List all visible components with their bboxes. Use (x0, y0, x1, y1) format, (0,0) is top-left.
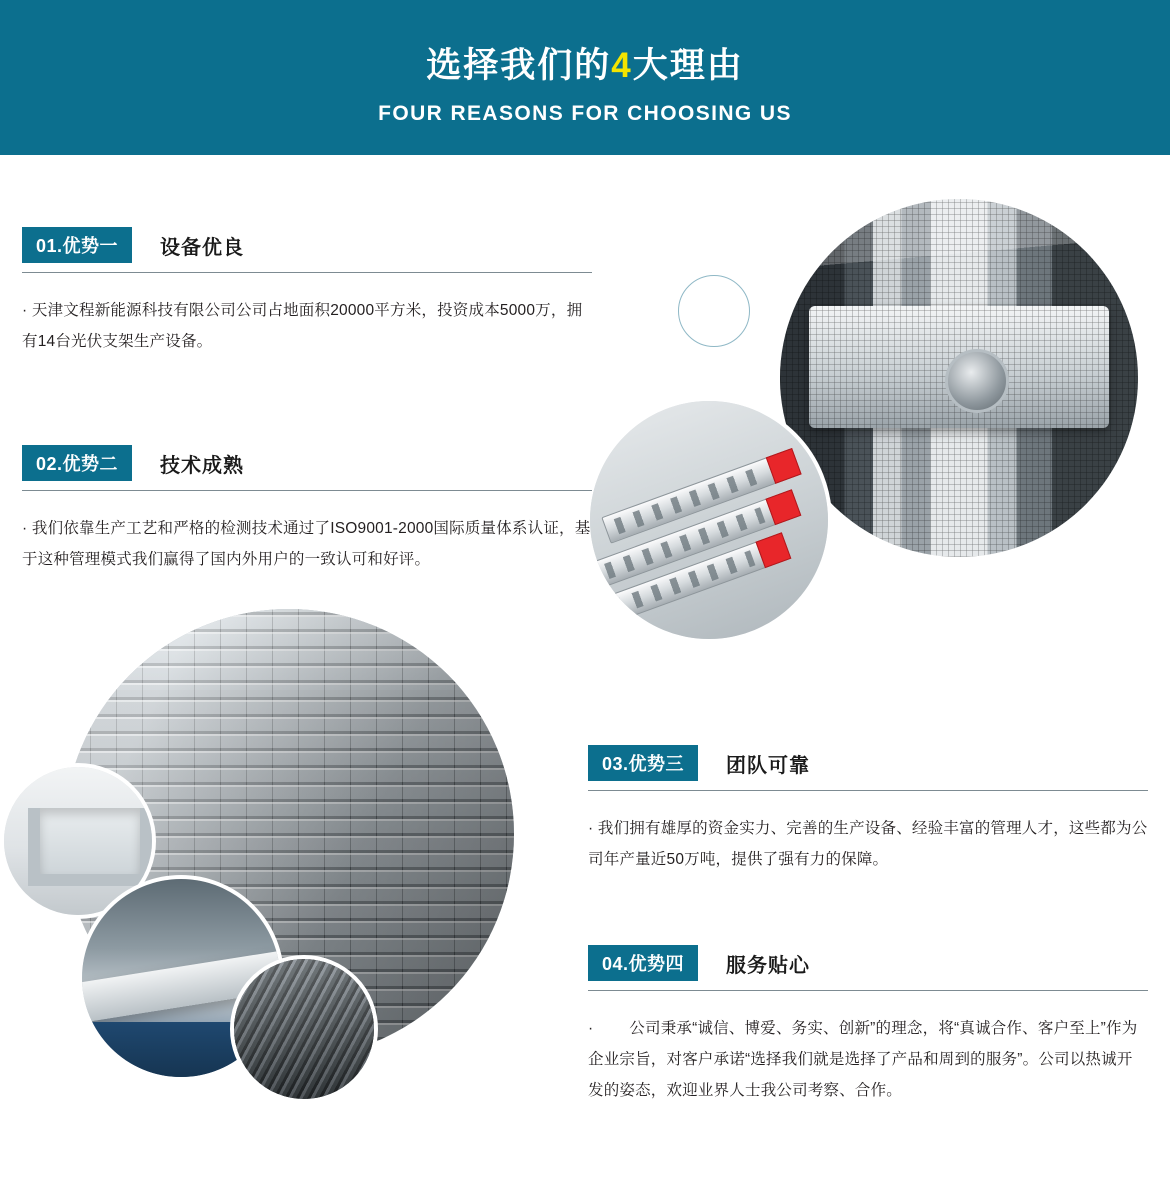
feature-1-text: 天津文程新能源科技有限公司公司占地面积20000平方米，投资成本5000万，拥有14台光伏支架生产设备。 (22, 302, 583, 350)
feature-3-head (588, 745, 1148, 781)
feature-2-body (22, 513, 592, 575)
rails-graphic (590, 401, 828, 639)
page-title-accent: 4 (611, 46, 633, 85)
bracket-closeup-graphic (780, 199, 1138, 557)
feature-4-tag: 04.优势四 (588, 945, 698, 981)
feature-block-3 (588, 745, 1148, 875)
feature-2-bullet: · (22, 520, 28, 537)
page-subtitle: FOUR REASONS FOR CHOOSING US (378, 102, 792, 125)
feature-3-rule (588, 790, 1148, 791)
feature-3-text: 我们拥有雄厚的资金实力、完善的生产设备、经验丰富的管理人才，这些都为公司年产量近50万吨，提供了强有力的保障。 (588, 820, 1148, 868)
decorative-circle-inner (679, 276, 749, 346)
feature-4-body (588, 1013, 1148, 1106)
feature-4-name: 服务贴心 (726, 954, 811, 977)
feature-block-4 (588, 945, 1148, 1106)
feature-4-rule (588, 990, 1148, 991)
feature-2-name: 技术成熟 (160, 454, 245, 477)
feature-2-rule (22, 490, 592, 491)
feature-1-bullet: · (22, 302, 28, 319)
rail-end-cap (756, 532, 792, 568)
feature-2-text: 我们依靠生产工艺和严格的检测技术通过了ISO9001-2000国际质量体系认证，基于这种管理模式我们赢得了国内外用户的一致认可和好评。 (22, 520, 591, 568)
photo-bundle (230, 955, 378, 1103)
decorative-circle-outline (678, 275, 750, 347)
feature-3-tag: 03.优势三 (588, 745, 698, 781)
feature-1-head (22, 227, 592, 263)
feature-4-text: 公司秉承“诚信、博爱、务实、创新”的理念，将“真诚合作、客户至上”作为企业宗旨，对客户承诺“选择我们就是选择了产品和周到的服务”。公司以热诚开发的姿态，欢迎业界人士我公司考察、合作。 (588, 1020, 1138, 1099)
feature-1-rule (22, 272, 592, 273)
feature-1-name: 设备优良 (160, 236, 245, 259)
mesh-texture (780, 199, 1138, 557)
feature-3-body (588, 813, 1148, 875)
feature-block-1 (22, 227, 592, 357)
page-title-suffix: 大理由 (632, 46, 744, 85)
feature-block-2 (22, 445, 592, 575)
feature-2-tag: 02.优势二 (22, 445, 132, 481)
page-title-prefix: 选择我们的 (426, 46, 612, 85)
bundle-graphic (234, 959, 374, 1099)
page-header (0, 0, 1170, 155)
photo-rails (586, 397, 832, 643)
feature-3-name: 团队可靠 (726, 754, 811, 777)
feature-3-bullet: · (588, 820, 594, 837)
page-title (0, 0, 1170, 87)
rail-end-cap (765, 448, 801, 484)
feature-1-body (22, 295, 592, 357)
feature-4-head (588, 945, 1148, 981)
feature-4-bullet: · (588, 1020, 594, 1037)
content-area (0, 155, 1170, 1200)
feature-2-head (22, 445, 592, 481)
feature-1-tag: 01.优势一 (22, 227, 132, 263)
rail-end-cap (765, 489, 801, 525)
